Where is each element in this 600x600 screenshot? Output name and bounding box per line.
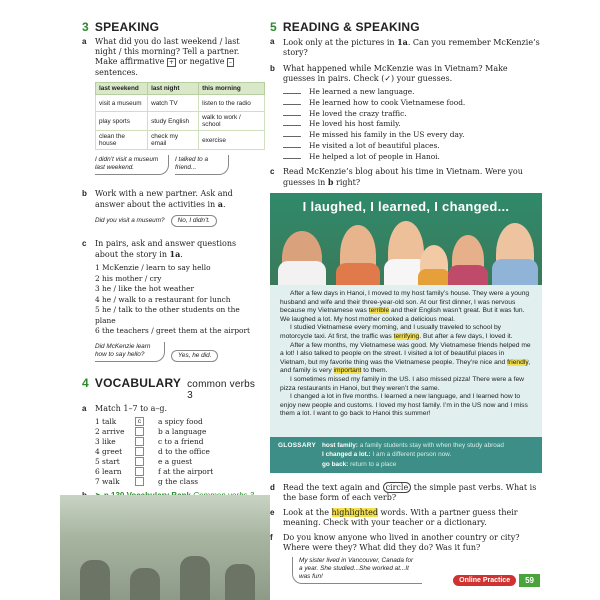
match-row	[95, 477, 260, 487]
shirt-shape	[492, 259, 538, 285]
exercise-5f	[270, 533, 542, 553]
speech-bubble: I talked to a friend...	[175, 155, 229, 175]
exercise-3b	[82, 189, 260, 210]
section-3-heading	[82, 20, 260, 34]
speech-bubble: Did you visit a museum?	[95, 217, 165, 224]
exercise-ref: b	[327, 176, 334, 187]
glossary-item	[322, 450, 504, 459]
list-item: 5 he / talk to the other students on the plane	[95, 305, 240, 325]
right-column	[270, 20, 542, 188]
blog-paragraph: I changed a lot in five months. I learned a new language, and I learned how to enjoy new people and customs. I loved my host family. I’m in the US now and I miss them a lot. I want to go back to Hanoi this summer!	[280, 393, 528, 418]
exercise-text-part: .	[180, 250, 183, 259]
glossary-label: GLOSSARY	[278, 442, 317, 449]
answer-box[interactable]	[135, 427, 144, 436]
match-left: 7 walk	[95, 476, 120, 486]
motorbike-shape	[80, 560, 110, 600]
speech-bubble: No, I didn’t.	[171, 215, 217, 227]
list-item: 6 the teachers / greet them at the airport	[95, 326, 250, 335]
verb-matching	[95, 417, 260, 487]
glossary-term: I changed a lot.:	[322, 451, 371, 459]
highlighted-word: highlighted	[331, 508, 378, 517]
exercise-5a	[270, 37, 542, 58]
match-left: 3 like	[95, 436, 116, 446]
section-number: 4	[82, 375, 89, 390]
post-reading-exercises	[270, 480, 542, 584]
exercise-letter: d	[270, 483, 275, 492]
exercise-text: Match 1–7 to a–g.	[95, 403, 168, 413]
exercise-letter: e	[270, 508, 275, 517]
guess-text: He loved his host family.	[309, 119, 401, 129]
answer-blank[interactable]	[283, 119, 301, 126]
section-title: SPEAKING	[94, 20, 160, 34]
match-right: b a language	[158, 426, 207, 436]
answer-box[interactable]	[135, 437, 144, 446]
match-right: c to a friend	[158, 436, 204, 446]
exercise-text	[283, 64, 542, 84]
exercise-5d	[270, 483, 542, 503]
list-item	[283, 119, 542, 130]
section-title: VOCABULARY	[94, 375, 182, 390]
guess-text: He loved the crazy traffic.	[309, 108, 407, 118]
exercise-text-part: sentences.	[95, 68, 138, 77]
table-cell: clean the house	[96, 131, 148, 150]
exercise-text-part: right?	[336, 177, 361, 187]
blog-title: I laughed, I learned, I changed...	[302, 199, 510, 214]
exercise-text	[95, 189, 260, 210]
speech-bubble: My sister lived in Vancouver, Canada for a year. She studied...She worked at...It was fun!	[292, 557, 422, 584]
exercise-text-part: In pairs, ask and answer questions about the story in	[95, 239, 237, 259]
shirt-shape	[278, 261, 326, 285]
exercise-text-part: .	[222, 200, 226, 209]
exercise-text-part: Look only at the pictures in	[283, 38, 395, 47]
exercise-ref: 1a	[397, 37, 408, 47]
match-left: 1 talk	[95, 416, 117, 426]
table-cell: play sports	[96, 112, 148, 131]
glossary-item	[322, 441, 504, 450]
guess-text: He learned a new language.	[309, 87, 415, 96]
table-cell: watch TV	[148, 95, 199, 112]
exercise-text-part: What did you do last weekend / last night / this morning? Tell a partner. Make affirmative	[95, 37, 240, 66]
match-row	[95, 437, 260, 447]
guess-text: He helped a lot of people in Hanoi.	[309, 151, 440, 161]
answer-box[interactable]	[135, 477, 144, 486]
highlighted-word: terrifying	[393, 332, 420, 340]
match-row	[95, 417, 260, 427]
match-row	[95, 467, 260, 477]
story-list	[95, 263, 260, 337]
table-row	[96, 95, 265, 112]
blog-text-part: After a few months, my Vietnamese was good. My Vietnamese friends helped me a lot! I also talked to people on the street. I visited a lot of beautiful places in Vietnam, but my favorite thing was the Vietnamese people. They’re nice and	[280, 341, 531, 366]
blog-body	[270, 285, 542, 419]
exercise-text: Do you know anyone who lived in another country or city? Where were they? What did they do? Was it fun?	[283, 533, 520, 552]
exercise-letter: f	[270, 533, 273, 542]
blog-text-part: . But after a few days, I loved it.	[419, 332, 513, 340]
shirt-shape	[448, 265, 488, 285]
blog-article	[270, 193, 542, 473]
left-column	[82, 20, 260, 511]
exercise-text	[283, 508, 542, 528]
circled-word: circle	[383, 482, 412, 493]
match-right: e a guest	[158, 456, 193, 466]
glossary-box	[270, 437, 542, 473]
activities-table	[95, 82, 265, 150]
exercise-text	[95, 239, 260, 260]
match-right: f at the airport	[158, 466, 214, 476]
exercise-ref: 1a	[169, 249, 181, 259]
motorbike-shape	[180, 556, 210, 600]
motorbike-shape	[225, 564, 255, 600]
list-item: 1 McKenzie / learn to say hello	[95, 263, 211, 272]
glossary-list	[322, 441, 504, 469]
list-item	[283, 98, 542, 109]
highlighted-word: terrible	[368, 307, 390, 315]
match-left: 5 start	[95, 456, 120, 466]
blog-text-part: After a few days in Hanoi, I moved to my host family’s house. They were a young husband and wife and their three-year-old son. At our first dinner, I was nervous because my Vietnamese was	[280, 290, 530, 315]
shirt-shape	[336, 263, 380, 285]
page-number: 59	[519, 574, 540, 587]
shirt-shape	[418, 269, 450, 285]
match-left: 2 arrive	[95, 426, 125, 436]
exercise-4a	[82, 404, 260, 414]
highlighted-word: important	[333, 367, 362, 375]
minus-symbol: –	[228, 59, 232, 66]
match-left: 4 greet	[95, 446, 123, 456]
exercise-3c	[82, 239, 260, 260]
glossary-term: host family:	[322, 442, 358, 449]
guess-text: He learned how to cook Vietnamese food.	[309, 97, 466, 107]
guess-text: He visited a lot of beautiful places.	[309, 140, 440, 150]
match-row	[95, 457, 260, 467]
exercise-5c	[270, 167, 542, 188]
table-cell: check my email	[148, 131, 199, 150]
speech-bubbles-3b	[95, 215, 260, 227]
speech-bubble: I didn’t visit a museum last weekend.	[95, 155, 169, 175]
blog-paragraph	[280, 324, 532, 341]
exercise-letter: b	[270, 64, 275, 73]
guess-text: He missed his family in the US every day.	[309, 130, 465, 140]
exercise-text-part: . Can you remember McKenzie’s story?	[283, 38, 540, 57]
check-symbol: ✓	[384, 74, 392, 83]
motorbike-shape	[130, 568, 160, 600]
page-footer	[453, 574, 540, 587]
match-row	[95, 447, 260, 457]
list-item	[283, 130, 542, 141]
list-item: 2 his mother / cry	[95, 273, 162, 283]
exercise-text-part: Read the text again and	[283, 483, 381, 492]
table-row	[96, 112, 265, 131]
blog-paragraph: I sometimes missed my family in the US. I also missed pizza! There were a few pizza restaurants in Hanoi, but they weren’t the same.	[280, 375, 525, 392]
list-item: 3 he / like the hot weather	[95, 284, 195, 293]
glossary-definition: a family students stay with when they study abroad	[359, 442, 504, 449]
section-4-heading	[82, 376, 260, 401]
street-photo	[60, 495, 270, 600]
glossary-term: go back:	[322, 460, 349, 468]
exercise-letter: a	[82, 37, 87, 46]
plus-symbol: +	[168, 59, 174, 66]
table-cell: walk to work / school	[199, 112, 265, 131]
match-right: g the class	[158, 476, 199, 486]
exercise-text-part: or negative	[178, 57, 225, 66]
table-cell: exercise	[199, 131, 265, 150]
speech-bubbles-3c	[95, 342, 260, 362]
match-row	[95, 427, 260, 437]
answer-blank[interactable]	[283, 130, 301, 137]
answer-blank[interactable]	[283, 87, 301, 94]
glossary-item	[322, 460, 504, 469]
online-practice-button[interactable]: Online Practice	[453, 575, 516, 586]
section-5-heading	[270, 20, 542, 34]
exercise-text-part: words. With a partner guess their meaning. Check with your teacher or a dictionary.	[283, 508, 518, 527]
exercise-5b	[270, 64, 542, 84]
exercise-3a	[82, 37, 260, 78]
table-header: last weekend	[96, 83, 148, 95]
highlighted-word: friendly	[507, 358, 529, 366]
exercise-text	[283, 37, 542, 58]
match-left: 6 learn	[95, 466, 122, 476]
exercise-text	[283, 167, 542, 188]
answer-box[interactable]	[135, 467, 144, 476]
answer-blank[interactable]	[283, 152, 301, 159]
exercise-letter: a	[82, 403, 87, 413]
match-right: d to the office	[158, 446, 210, 456]
exercise-text-part: Work with a new partner. Ask and answer about the activities in	[95, 189, 233, 209]
exercise-text-part: Look at the	[283, 508, 329, 517]
exercise-text-part: ) your guesses.	[391, 74, 453, 83]
blog-text-part: , and family is very	[280, 358, 531, 375]
exercise-letter: c	[270, 166, 275, 176]
answer-blank[interactable]	[283, 141, 301, 148]
exercise-text	[95, 37, 260, 78]
table-row	[96, 131, 265, 150]
answer-box[interactable]	[135, 447, 144, 456]
table-cell: listen to the radio	[199, 95, 265, 112]
answer-box[interactable]	[135, 457, 144, 466]
exercise-text-part: What happened while McKenzie was in Vietnam? Make guesses in pairs. Check (	[283, 64, 508, 83]
table-header: last night	[148, 83, 199, 95]
table-cell: study English	[148, 112, 199, 131]
blog-paragraph	[280, 290, 532, 324]
blog-paragraph	[280, 342, 532, 376]
family-photo	[270, 193, 542, 285]
list-item	[283, 87, 542, 98]
speech-bubble: Yes, he did.	[171, 350, 218, 362]
exercise-ref: a	[217, 199, 223, 209]
exercise-text-part: Read McKenzie’s blog about his time in Vietnam. Were you guesses in	[283, 166, 523, 187]
list-item	[283, 109, 542, 120]
exercise-text-part: the simple past verbs. What is the base form of each verb?	[283, 483, 537, 502]
blog-text-part: and their English wasn’t great. But it was fun. We laughed a lot. My host mother cooked a delicious meal.	[280, 307, 525, 323]
answer-blank[interactable]	[283, 109, 301, 116]
list-item	[283, 141, 542, 152]
exercise-letter: c	[82, 239, 87, 248]
exercise-letter: a	[270, 37, 275, 46]
exercise-text	[283, 483, 542, 503]
section-subtitle: common verbs 3	[187, 378, 256, 401]
answer-blank[interactable]	[283, 98, 301, 105]
glossary-definition: return to a place	[350, 460, 397, 468]
speech-bubbles-3a	[95, 155, 260, 175]
speech-bubble: Did McKenzie learn how to say hello?	[95, 342, 165, 362]
section-number: 3	[82, 20, 89, 34]
answer-box[interactable]: c	[135, 417, 144, 426]
glossary-definition: I am a different person now.	[372, 451, 452, 459]
match-right: a spicy food	[158, 416, 203, 426]
table-cell: visit a museum	[96, 95, 148, 112]
list-item	[283, 152, 542, 163]
exercise-letter: b	[82, 189, 87, 198]
table-header: this morning	[199, 83, 265, 95]
exercise-5e	[270, 508, 542, 528]
section-title: READING & SPEAKING	[282, 20, 420, 34]
blog-text-part: to them.	[363, 367, 388, 375]
blog-text-part: I studied Vietnamese every morning, and I usually traveled to school by motorcycle taxi. At first, the traffic was	[280, 324, 502, 340]
list-item: 4 he / walk to a restaurant for lunch	[95, 294, 231, 304]
guess-list	[283, 87, 542, 163]
section-number: 5	[270, 20, 277, 34]
